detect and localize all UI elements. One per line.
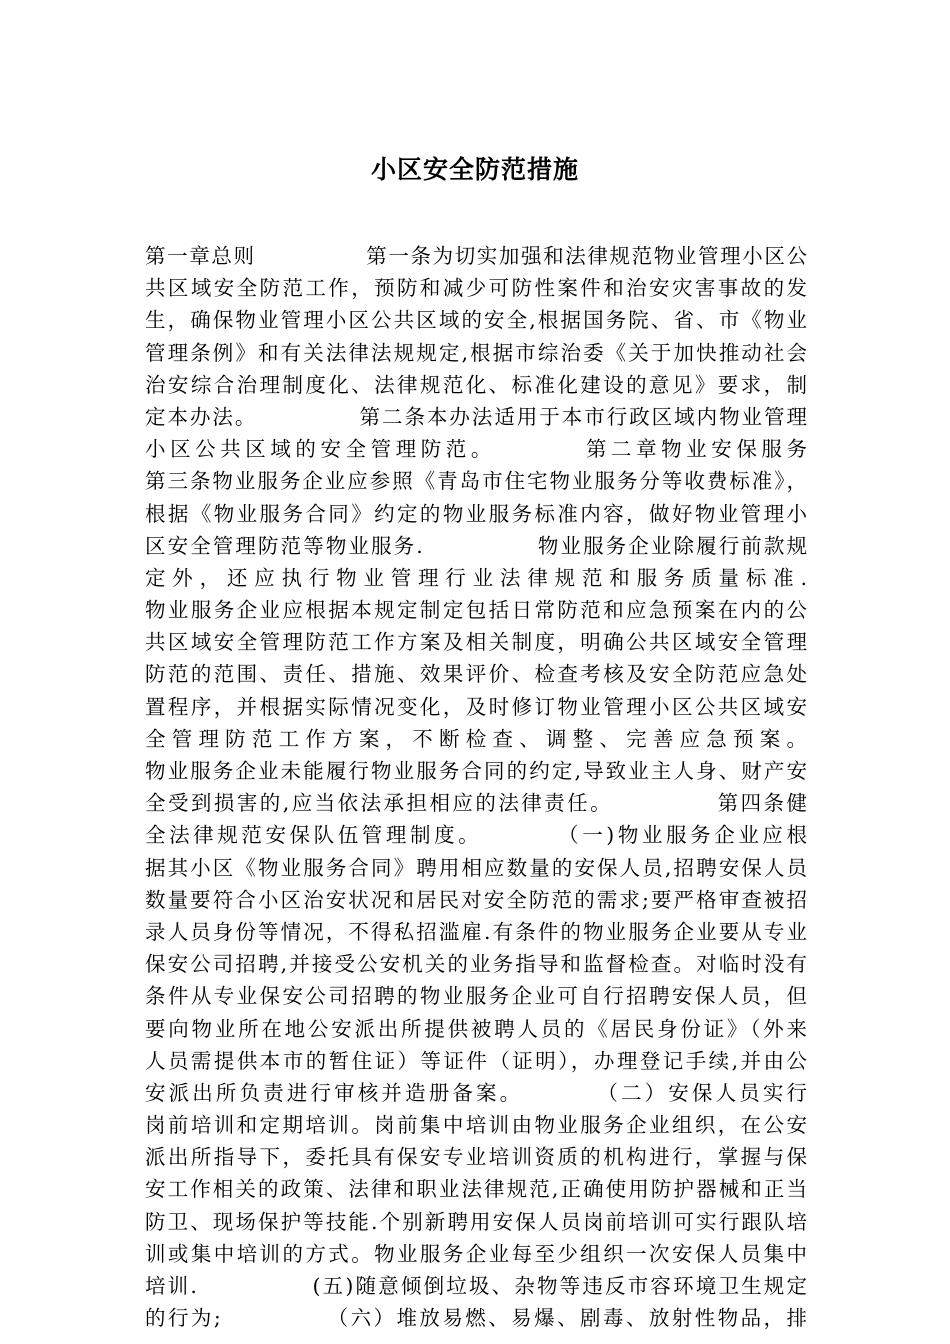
body-text-line: 共区域安全管理防范工作方案及相关制度，明确公共区域安全管理 (145, 630, 807, 655)
body-text-line: 物业服务企业应根据本规定制定包括日常防范和应急预案在内的公 (145, 598, 807, 623)
body-text-line: 要向物业所在地公安派出所提供被聘人员的《居民身份证》（外来 (145, 1016, 807, 1041)
body-text-line: 区安全管理防范等物业服务. 物业服务企业除履行前款规 (145, 533, 807, 558)
body-text-line: 防范的范围、责任、措施、效果评价、检查考核及安全防范应急处 (145, 662, 807, 687)
body-text-line: 生，确保物业管理小区公共区域的安全,根据国务院、省、市《物业 (145, 308, 807, 333)
body-text-line: 训或集中培训的方式。物业服务企业每至少组织一次安保人员集中 (145, 1241, 807, 1266)
body-text-line: 管理条例》和有关法律法规规定,根据市综治委《关于加快推动社会 (145, 340, 807, 365)
body-text-line: 录人员身份等情况，不得私招滥雇.有条件的物业服务企业要从专业 (145, 919, 807, 944)
body-text-line: 条件从专业保安公司招聘的物业服务企业可自行招聘安保人员，但 (145, 984, 807, 1009)
document-title: 小区安全防范措施 (370, 155, 579, 184)
body-text-line: 培训. (五)随意倾倒垃圾、杂物等违反市容环境卫生规定 (145, 1274, 807, 1298)
body-text-line: 共区域安全防范工作，预防和减少可防性案件和治安灾害事故的发 (145, 276, 807, 301)
body-text-line: 置程序，并根据实际情况变化，及时修订物业管理小区公共区域安 (145, 694, 807, 719)
body-text-line: 第一章总则 第一条为切实加强和法律规范物业管理小区公 (145, 244, 807, 268)
body-text-line: 物业服务企业未能履行物业服务合同的约定,导致业主人身、财产安 (145, 759, 807, 783)
body-text-line: 定本办法。 第二条本办法适用于本市行政区域内物业管理 (145, 404, 807, 429)
body-text-line: 的行为; （六）堆放易燃、易爆、剧毒、放射性物品，排 (145, 1306, 807, 1331)
body-text-line: 据其小区《物业服务合同》聘用相应数量的安保人员,招聘安保人员 (145, 855, 807, 880)
body-text-line: 人员需提供本市的暂住证）等证件（证明），办理登记手续,并由公 (145, 1048, 807, 1073)
body-text-line: 第三条物业服务企业应参照《青岛市住宅物业服务分等收费标准》， (145, 469, 807, 494)
body-text-line: 全管理防范工作方案，不断检查、调整、完善应急预案。 (145, 726, 807, 751)
document-body (145, 240, 807, 1334)
body-text-line: 治安综合治理制度化、法律规范化、标准化建设的意见》要求，制 (145, 372, 807, 397)
body-text-line: 安工作相关的政策、法律和职业法律规范,正确使用防护器械和正当 (145, 1177, 807, 1202)
body-text-line: 全受到损害的,应当依法承担相应的法律责任。 第四条健 (145, 791, 807, 816)
body-text-line: 数量要符合小区治安状况和居民对安全防范的需求;要严格审查被招 (145, 887, 807, 912)
body-text-line: 岗前培训和定期培训。岗前集中培训由物业服务企业组织，在公安 (145, 1113, 807, 1138)
body-text-line: 派出所指导下，委托具有保安专业培训资质的机构进行，掌握与保 (145, 1145, 807, 1170)
body-text-line: 保安公司招聘,并接受公安机关的业务指导和监督检查。对临时没有 (145, 952, 807, 977)
body-text-line: 防卫、现场保护等技能.个别新聘用安保人员岗前培训可实行跟队培 (145, 1209, 807, 1234)
body-text-line: 安派出所负责进行审核并造册备案。 （二）安保人员实行 (145, 1080, 807, 1105)
body-text-line: 根据《物业服务合同》约定的物业服务标准内容，做好物业管理小 (145, 501, 807, 526)
body-text-line: 定外，还应执行物业管理行业法律规范和服务质量标准. (145, 565, 807, 590)
body-text-line: 小区公共区域的安全管理防范。 第二章物业安保服务 (145, 437, 807, 462)
body-text-line: 全法律规范安保队伍管理制度。 （一)物业服务企业应根 (145, 823, 807, 848)
